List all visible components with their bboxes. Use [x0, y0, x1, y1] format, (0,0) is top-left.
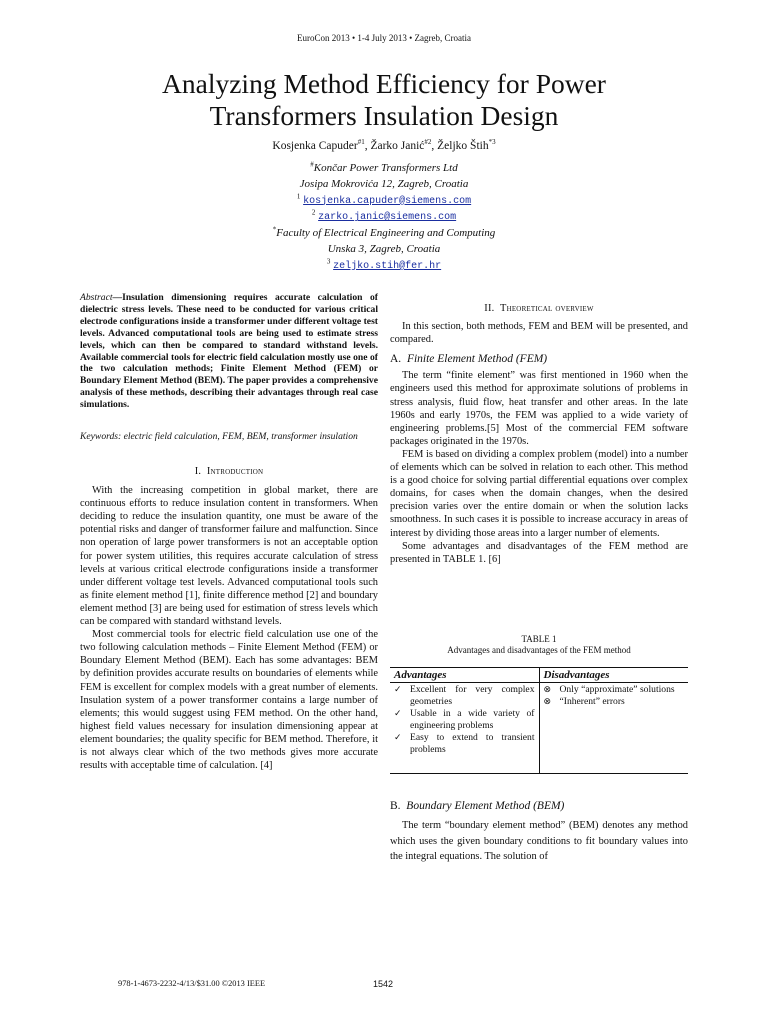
aff1-mark: #: [310, 160, 314, 169]
aff1-address: Josipa Mokrovića 12, Zagreb, Croatia: [299, 177, 469, 190]
table-body-row: [390, 683, 688, 774]
section-1-heading: [80, 465, 378, 478]
section-2-title: Theoretical overview: [500, 303, 594, 314]
title-line-2: Transformers Insulation Design: [209, 100, 559, 131]
affiliations: [0, 161, 768, 275]
list-item: [544, 684, 685, 696]
list-item: [394, 708, 535, 732]
section-2: [390, 302, 688, 566]
advantage-2: Usable in a wide variety of engineering problems: [410, 708, 535, 731]
subsection-a-letter: A.: [390, 353, 402, 366]
subsection-a-para-1: The term “finite element” was first mentioned in 1960 when the engineers used this method for approximate solutions of problems in stress analysis, fluid flow, heat transfer and other areas. In the late 1960s and early 1970s, the FEM was applied to a wide variety of engineering problems.[5] Most of the commercial FEM software packages originated in the 1970s.: [390, 370, 688, 447]
author-list: Kosjenka Capuder$^{\#1}$, Žarko Janić$^{\#2}$, Željko Štih$^{*3}$: [272, 138, 496, 152]
list-item: [544, 696, 685, 708]
check-icon: ✓: [394, 709, 402, 719]
subsection-b-letter: B.: [390, 800, 401, 812]
title-line-1: Analyzing Method Efficiency for Power: [162, 68, 606, 99]
aff2-name-line: [0, 226, 768, 242]
email2-link[interactable]: zarko.janic@siemens.com: [318, 212, 457, 224]
subsection-a-heading: [390, 353, 688, 366]
email3-link[interactable]: zeljko.stih@fer.hr: [333, 260, 442, 272]
subsection-a-para-3: Some advantages and disadvantages of the FEM method are presented in TABLE 1. [6]: [390, 540, 688, 565]
subsection-a-para-2: FEM is based on dividing a complex problem (model) into a number of elements which can be solved in relation to each other. This method is a good choice for solving partial differential equations over complex domains, for cases when the domain changes, when the desired precision varies over the entire domain or when the solution lacks smoothness. In such cases it is possible to increase accuracy in areas of interest by dividing those areas into a larger number of elements.: [390, 448, 688, 539]
aff2-mark: *: [272, 225, 277, 234]
email1-mark: 1: [296, 191, 301, 200]
table-header-row: [390, 668, 688, 683]
section-2-number: II.: [484, 303, 495, 314]
col-disadvantages: Disadvantages: [539, 668, 688, 683]
advantage-3: Easy to extend to transient problems: [410, 732, 535, 755]
email1-line: [0, 193, 768, 210]
aff2-name: Faculty of Electrical Engineering and Computing: [276, 227, 496, 240]
subsection-b-title: Boundary Element Method (BEM): [406, 800, 565, 812]
aff1-name-line: [0, 161, 768, 177]
aff1-name: Končar Power Transformers Ltd: [313, 162, 458, 174]
section-1-para-1: With the increasing competition in global market, there are continuous efforts to reduce insulation content in transformers. When deciding to reduce the insulation quantity, one must be aware of the potential risks and danger of transformer failure and malfunction. Since non operation of large power transformers is not an acceptable option for power system utilities, this requires accurate calculation of stress levels at various critical electrode configurations inside a transformer under different voltage test levels. Advanced computational tools such as finite element method [1], finite difference method [2] and boundary element method [3] are being used for estimation of stress levels which can be compared with standard withstand levels.: [80, 485, 378, 628]
author-3: Željko Štih: [437, 140, 489, 152]
advantages-cell: [390, 683, 539, 774]
subsection-b-heading: [390, 800, 688, 813]
footer-isbn: 978-1-4673-2232-4/13/$31.00 ©2013 IEEE: [118, 979, 266, 988]
aff2-address: Unska 3, Zagreb, Croatia: [327, 242, 441, 255]
subsection-b: [390, 800, 688, 865]
email2-mark: 2: [311, 208, 316, 217]
subsection-a-title: Finite Element Method (FEM): [406, 353, 548, 366]
conference-header: EuroCon 2013 • 1-4 July 2013 • Zagreb, Croatia: [296, 33, 472, 43]
email3-mark: 3: [326, 257, 331, 266]
table-1-caption: [390, 634, 688, 656]
keywords: Keywords: electric field calculation, FEM, BEM, transformer insulation: [80, 431, 358, 442]
page-number: 1542: [373, 979, 394, 989]
check-icon: ✓: [394, 733, 402, 743]
author-2-sup: #2: [424, 138, 432, 147]
section-1: [80, 465, 378, 772]
abstract-text: Insulation dimensioning requires accurate calculation of dielectric stress levels. These need to be conducted for various critical electrode configurations inside a transformer under different voltage test levels. Advanced computational tools are being used to estimate stress levels, which can then be compared to standard withstand levels. Available commercial tools for electric field calculation mostly use one of the two calculation methods; Finite Element Method (FEM) or Boundary Element Method (BEM). The paper provides a comprehensive analysis of these methods, describing their advantages through real case simulations.: [80, 292, 378, 411]
paper-title: [60, 68, 708, 132]
col-advantages: Advantages: [390, 668, 539, 683]
list-item: [394, 684, 535, 708]
disadvantages-cell: [539, 683, 688, 774]
subsection-b-para-1: The term “boundary element method” (BEM) denotes any method which uses the given boundary conditions to fit boundary values into the integral equations. The solution of: [390, 820, 688, 863]
disadvantage-1: Only “approximate” solutions: [559, 684, 675, 695]
circled-x-icon: ⊗: [543, 685, 552, 695]
author-3-sup: *3: [488, 138, 496, 147]
table-1: [390, 667, 688, 774]
section-1-number: I.: [194, 466, 202, 477]
email3-line: [0, 258, 768, 275]
email2-line: [0, 209, 768, 226]
advantage-1: Excellent for very complex geometries: [410, 684, 535, 707]
section-1-para-2: Most commercial tools for electric field calculation use one of the two following calculation methods – Finite Element Method (FEM) or Boundary Element Method (BEM). Each has some advantages: BEM by definition provides accurate results on boundaries of elements while FEM is excellent for complex models with a great number of elements. Insulation system of a power transformer contains a large number of elements; this would suggest using FEM method. On the other hand, highest field values necessary for insulation dimensioning appear at element boundaries; the quality specific for BEM method. Therefore, it is not always clear which of the two methods gives more accurate results with acceptable time of calculation. [4]: [80, 629, 378, 772]
disadvantage-2: “Inherent” errors: [559, 696, 625, 707]
abstract: [80, 292, 378, 411]
author-1-sup: #1: [357, 138, 365, 147]
list-item: [394, 732, 535, 756]
table-1-label: TABLE 1: [521, 634, 557, 644]
email1-link[interactable]: kosjenka.capuder@siemens.com: [303, 195, 472, 207]
author-2: Žarko Janić: [370, 140, 425, 152]
author-1: Kosjenka Capuder: [272, 140, 358, 152]
circled-x-icon: ⊗: [543, 697, 552, 707]
section-1-title: Introduction: [206, 466, 264, 477]
abstract-label: Abstract: [80, 292, 113, 303]
check-icon: ✓: [394, 685, 402, 695]
abstract-dash: —: [112, 292, 123, 303]
section-2-heading: [390, 302, 688, 315]
section-2-intro: In this section, both methods, FEM and BEM will be presented, and compared.: [390, 321, 688, 346]
table-1-caption-text: Advantages and disadvantages of the FEM method: [447, 645, 631, 655]
